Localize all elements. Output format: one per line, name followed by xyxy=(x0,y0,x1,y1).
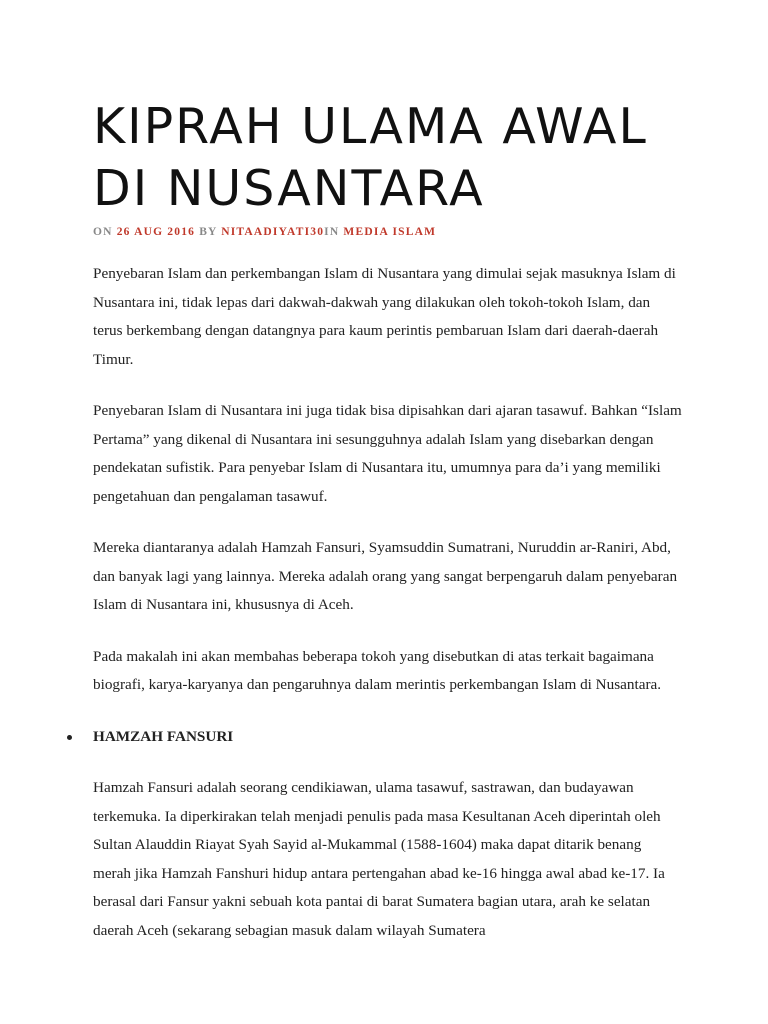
paragraph-4: Pada makalah ini akan membahas beberapa tokoh yang disebutkan di atas terkait bagaimana biografi, karya-karyanya dan pengaruhnya dalam merintis perkembangan Islam di Nusantara. xyxy=(93,647,662,693)
bullet-icon xyxy=(67,735,72,740)
section-heading-hamzah-fansuri xyxy=(93,723,683,752)
section-heading-label: HAMZAH FANSURI xyxy=(93,727,234,745)
paragraph-5: Hamzah Fansuri adalah seorang cendikiawan, ulama tasawuf, sastrawan, dan budayawan terkemuka. Ia diperkirakan telah menjadi penulis pada masa Kesultanan Aceh diperintah oleh Sultan Alauddin Riayat Syah Sayid al-Mukammal (1588-1604) maka dapat ditarik benang merah jika Hamzah Fanshuri hidup antara pertengahan abad ke-16 hingga awal abad ke-17. Ia berasal dari Fansur yakni sebuah kota pantai di barat Sumatera bagian utara, arah ke selatan daerah Aceh (sekarang sebagian masuk dalam wilayah Sumatera xyxy=(93,779,665,939)
post-author-link[interactable]: NITAADIYATI30 xyxy=(221,226,325,238)
article-body xyxy=(93,260,683,945)
post-date-link[interactable]: 26 AUG 2016 xyxy=(116,226,196,238)
paragraph-2: Penyebaran Islam di Nusantara ini juga tidak bisa dipisahkan dari ajaran tasawuf. Bahkan “Islam Pertama” yang dikenal di Nusantara ini sesungguhnya adalah Islam yang disebarkan dengan pendekatan sufistik. Para penyebar Islam di Nusantara itu, umumnya para da’i yang memiliki pengetahuan dan pengalaman tasawuf. xyxy=(93,402,682,505)
article xyxy=(93,96,683,968)
meta-in-label: IN xyxy=(324,226,340,238)
paragraph-1: Penyebaran Islam dan perkembangan Islam di Nusantara yang dimulai sejak masuknya Islam di Nusantara ini, tidak lepas dari dakwah-dakwah yang dilakukan oleh tokoh-tokoh Islam, dan terus berkembang dengan datangnya para kaum perintis pembaruan Islam dari daerah-daerah Timur. xyxy=(93,265,676,368)
post-category-link[interactable]: MEDIA ISLAM xyxy=(343,226,437,238)
meta-by-label: BY xyxy=(199,226,218,238)
meta-on-label: ON xyxy=(93,226,113,238)
post-meta xyxy=(93,226,683,238)
article-title xyxy=(93,96,683,220)
article-title-line-2: DI NUSANTARA xyxy=(93,160,485,217)
paragraph-3: Mereka diantaranya adalah Hamzah Fansuri, Syamsuddin Sumatrani, Nuruddin ar-Raniri, Abd, dan banyak lagi yang lainnya. Mereka adalah orang yang sangat berpengaruh dalam penyebaran Islam di Nusantara ini, khususnya di Aceh. xyxy=(93,539,678,613)
article-title-line-1: KIPRAH ULAMA AWAL xyxy=(93,98,648,155)
